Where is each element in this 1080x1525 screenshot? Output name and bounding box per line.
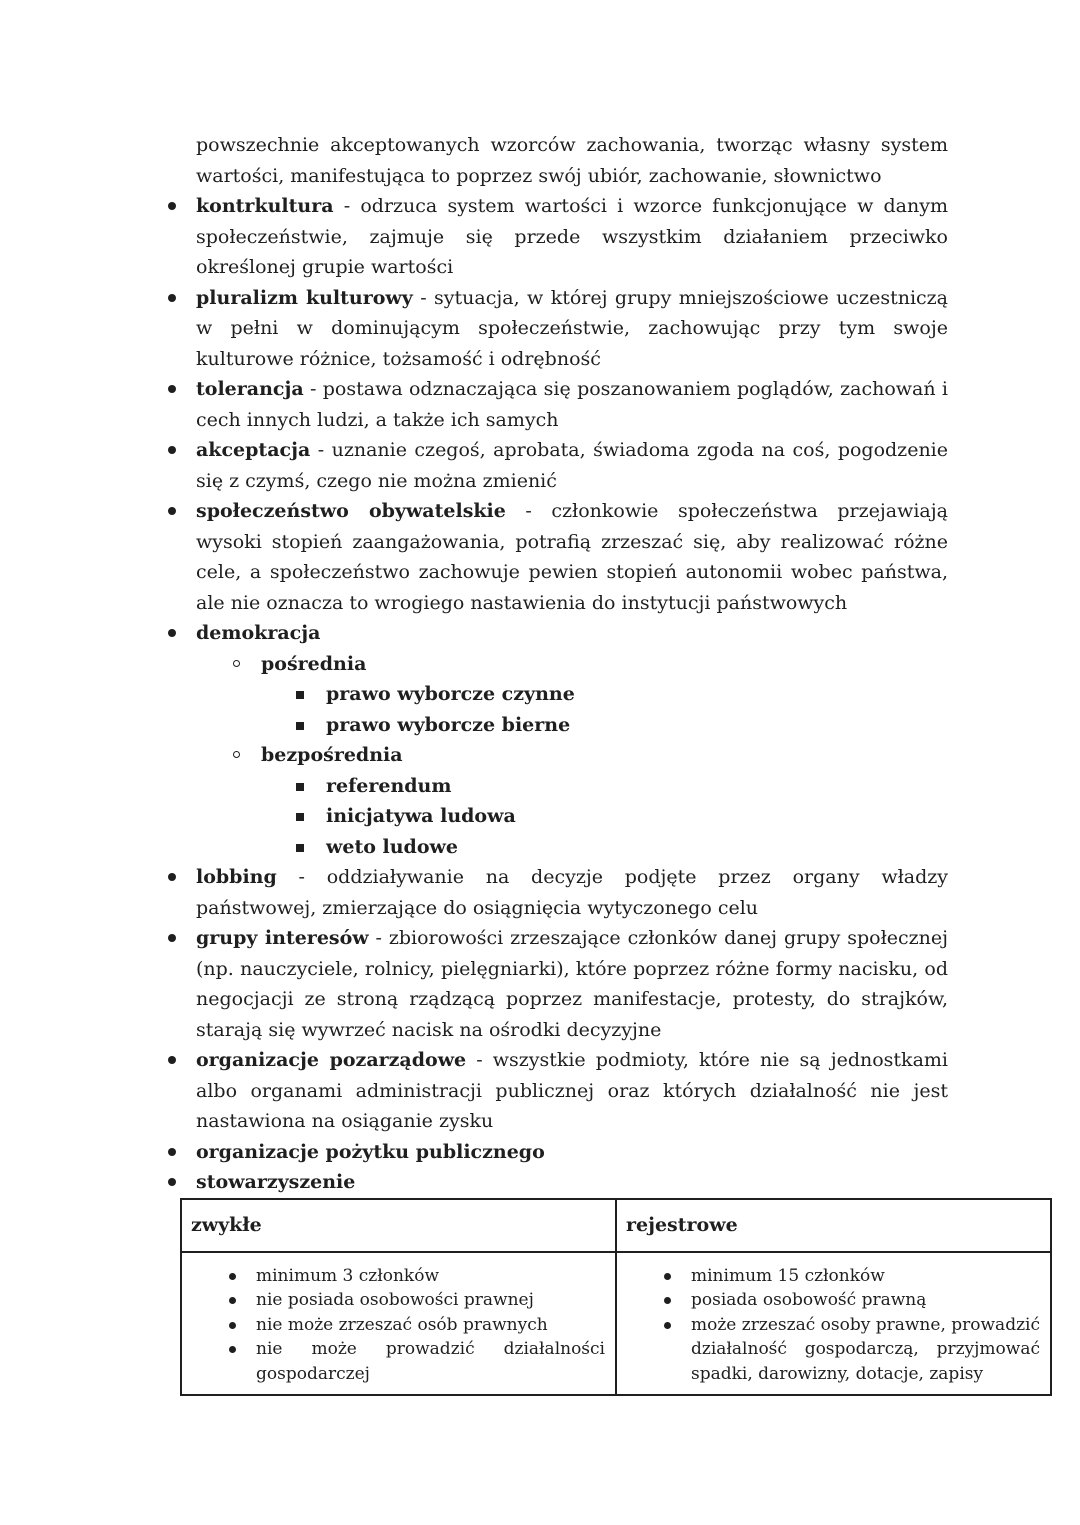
table-cell-ordinary <box>181 1252 616 1396</box>
bullet-icon <box>168 202 176 210</box>
definition-term: pluralizm kulturowy <box>196 286 413 309</box>
notes-text <box>196 130 948 1198</box>
definition-item <box>196 435 948 496</box>
table-row <box>181 1252 1051 1396</box>
definition-item <box>196 283 948 375</box>
list-item: minimum 15 członków <box>627 1264 1040 1289</box>
bullet-icon <box>168 873 176 881</box>
definition-item <box>196 1167 948 1198</box>
definition-term: organizacje pożytku publicznego <box>196 1140 545 1163</box>
table-header-row <box>181 1199 1051 1252</box>
definition-item <box>196 1045 948 1137</box>
democracy-subitem: prawo wyborcze bierne <box>326 710 948 741</box>
definition-term: społeczeństwo obywatelskie <box>196 500 506 522</box>
definition-term: akceptacja <box>196 439 311 461</box>
square-bullet-icon <box>296 844 304 852</box>
bullet-icon <box>168 629 176 637</box>
bullet-icon <box>168 385 176 393</box>
bullet-icon <box>168 934 176 942</box>
democracy-subitem: inicjatywa ludowa <box>326 801 948 832</box>
bullet-icon <box>168 294 176 302</box>
square-bullet-icon <box>296 813 304 821</box>
list-item: posiada osobowość prawną <box>627 1288 1040 1313</box>
bullet-icon <box>664 1322 671 1329</box>
square-bullet-icon <box>296 691 304 699</box>
square-bullet-icon <box>296 722 304 730</box>
table-header-cell: rejestrowe <box>616 1199 1051 1252</box>
bullet-icon <box>168 507 176 515</box>
square-bullet-icon <box>296 783 304 791</box>
definition-text: - oddziaływanie na decyzje podjęte przez organy władzy państwowej, zmierzające do osiągnięcia wytyczonego celu <box>196 866 948 919</box>
bullet-icon <box>664 1297 671 1304</box>
definition-item <box>196 923 948 1045</box>
definition-item <box>196 862 948 923</box>
definition-term: stowarzyszenie <box>196 1171 356 1193</box>
democracy-subitem: prawo wyborcze czynne <box>326 679 948 710</box>
list-item: nie posiada osobowości prawnej <box>192 1288 605 1313</box>
branch-label: pośrednia <box>261 652 367 675</box>
definition-term: organizacje pozarządowe <box>196 1049 467 1071</box>
definition-text: - zbiorowości zrzeszające członków danej grupy społecznej (np. nauczyciele, rolnicy, pielęgniarki), które poprzez różne formy nacisku, od negocjacji ze stroną rządzącą poprzez manifestacje, protesty, do strajków, starają się wywrzeć nacisk na ośrodki decyzyjne <box>196 927 948 1041</box>
branch-label: bezpośrednia <box>261 744 403 766</box>
definition-item <box>196 191 948 283</box>
definition-term: lobbing <box>196 866 277 888</box>
democracy-subitem: referendum <box>326 771 948 802</box>
bullet-icon <box>229 1297 236 1304</box>
bullet-icon <box>229 1322 236 1329</box>
list-item: nie może zrzeszać osób prawnych <box>192 1313 605 1338</box>
democracy-branch <box>261 649 948 680</box>
definition-text: - wszystkie podmioty, które nie są jednostkami albo organami administracji publicznej oraz których działalność nie jest nastawiona na osiąganie zysku <box>196 1049 948 1132</box>
association-comparison-table <box>180 1198 1052 1396</box>
definition-item <box>196 496 948 618</box>
list-item: nie może prowadzić działalności gospodarczej <box>192 1337 605 1386</box>
intro-line: powszechnie akceptowanych wzorców zachowania, tworząc własny system <box>196 134 948 156</box>
intro-line: wartości, manifestująca to poprzez swój ubiór, zachowanie, słownictwo <box>196 164 882 187</box>
definition-text: - członkowie społeczeństwa przejawiają wysoki stopień zaangażowania, potrafią zrzeszać się, aby realizować różne cele, a społeczeństwo zachowuje pewien stopień autonomii wobec państwa, ale nie oznacza to wrogiego nastawienia do instytucji państwowych <box>196 500 948 614</box>
definition-item <box>196 374 948 435</box>
table-header-cell: zwykłe <box>181 1199 616 1252</box>
definition-term: demokracja <box>196 622 321 644</box>
bullet-icon <box>168 1056 176 1064</box>
table-cell-registered <box>616 1252 1051 1396</box>
bullet-icon <box>229 1346 236 1353</box>
bullet-icon <box>664 1273 671 1280</box>
definition-term: kontrkultura <box>196 195 334 217</box>
bullet-icon <box>229 1273 236 1280</box>
circle-bullet-icon <box>233 751 240 758</box>
bullet-icon <box>168 1178 176 1186</box>
definition-term: tolerancja <box>196 378 304 400</box>
bullet-icon <box>168 1148 176 1156</box>
bullet-icon <box>168 446 176 454</box>
list-item: minimum 3 członków <box>192 1264 605 1289</box>
circle-bullet-icon <box>233 660 240 667</box>
list-item: może zrzeszać osoby prawne, prowadzić działalność gospodarczą, przyjmować spadki, darowizny, dotacje, zapisy <box>627 1313 1040 1387</box>
definition-term: grupy interesów <box>196 927 369 949</box>
definition-text: - odrzuca system wartości i wzorce funkcjonujące w danym społeczeństwie, zajmuje się przede wszystkim działaniem przeciwko określonej grupie wartości <box>196 195 948 278</box>
definition-text: - uznanie czegoś, aprobata, świadoma zgoda na coś, pogodzenie się z czymś, czego nie można zmienić <box>196 439 948 492</box>
definition-item <box>196 1137 948 1168</box>
definition-text: - sytuacja, w której grupy mniejszościowe uczestniczą w pełni w dominującym społeczeństwie, zachowując przy tym swoje kulturowe różnice, tożsamość i odrębność <box>196 286 949 370</box>
democracy-branch <box>261 740 948 771</box>
definition-text: - postawa odznaczająca się poszanowaniem poglądów, zachowań i cech innych ludzi, a także ich samych <box>196 378 948 431</box>
democracy-subitem: weto ludowe <box>326 832 948 863</box>
definition-item-democracy <box>196 618 948 649</box>
